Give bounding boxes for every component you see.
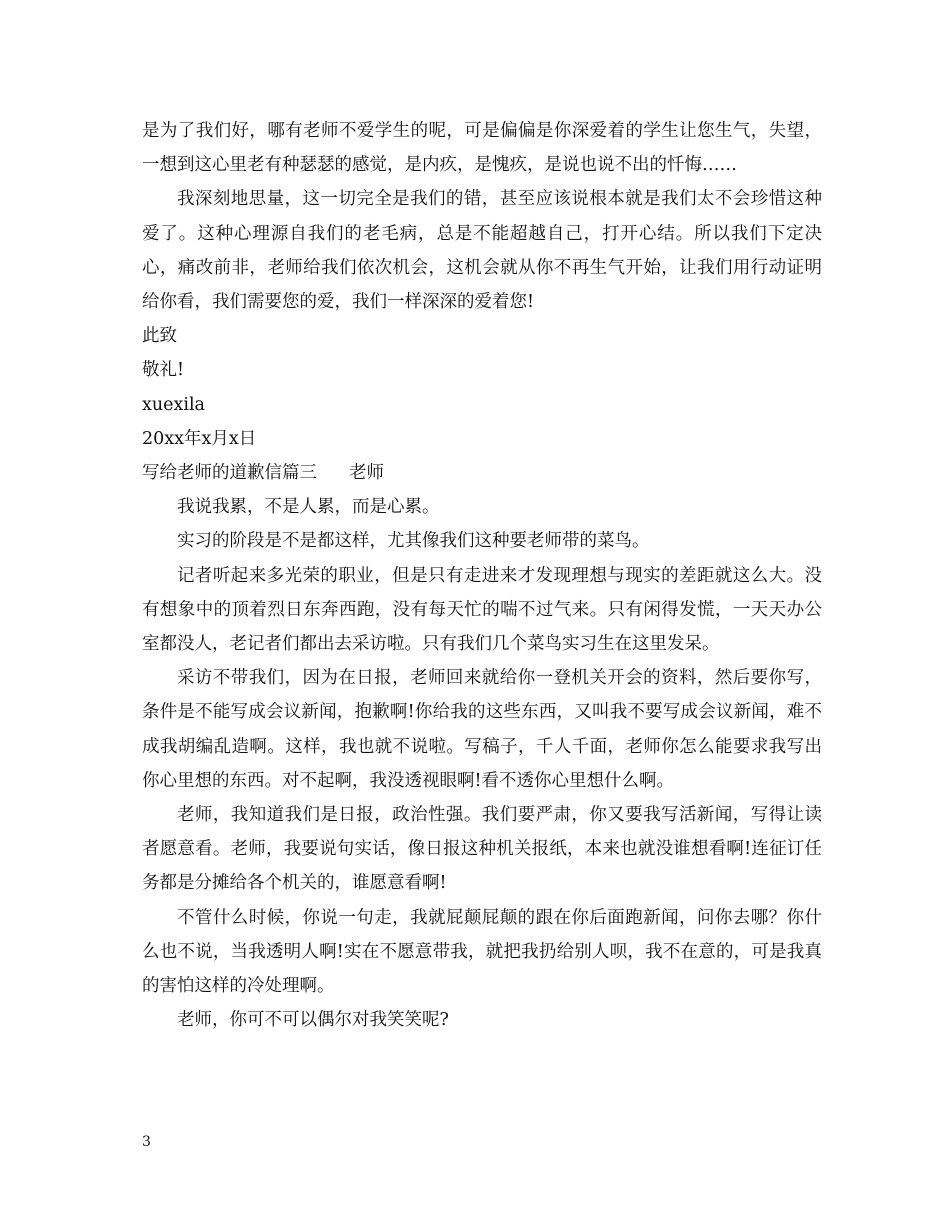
paragraph: 老师，我知道我们是日报，政治性强。我们要严肃，你又要我写活新闻，写得让读者愿意看。老师，我要说句实话，像日报这种机关报纸，本来也就没谁想看啊!连征订任务都是分摊给各个机关的，谁愿意看啊!	[142, 805, 822, 894]
paragraph: 我说我累，不是人累，而是心累。	[177, 497, 440, 518]
paragraph: 老师，你可不可以偶尔对我笑笑呢?	[177, 1010, 449, 1031]
section-title: 写给老师的道歉信篇三	[142, 463, 317, 484]
salutation: 老师	[349, 463, 384, 484]
document-body	[142, 114, 822, 1037]
paragraph: 采访不带我们，因为在日报，老师回来就给你一登机关开会的资料，然后要你写，条件是不能写成会议新闻，抱歉啊!你给我的这些东西，又叫我不要写成会议新闻，难不成我胡编乱造啊。这样，我也就不说啦。写稿子，千人千面，老师你怎么能要求我写出你心里想的东西。对不起啊，我没透视眼啊!看不透你心里想什么啊。	[142, 668, 822, 791]
paragraph: 不管什么时候，你说一句走，我就屁颠屁颠的跟在你后面跑新闻，问你去哪？你什么也不说，当我透明人啊!实在不愿意带我，就把我扔给别人呗，我不在意的，可是我真的害怕这样的冷处理啊。	[142, 907, 822, 997]
closing-line-2: 敬礼!	[142, 360, 185, 381]
paragraph: 我深刻地思量，这一切完全是我们的错，甚至应该说根本就是我们太不会珍惜这种爱了。这种心理源自我们的老毛病，总是不能超越自己，打开心结。所以我们下定决心，痛改前非，老师给我们依次机会，这机会就从你不再生气开始，让我们用行动证明给你看，我们需要您的爱，我们一样深深的爱着您!	[142, 189, 822, 313]
signature: xuexila	[142, 394, 205, 415]
paragraph-continuation: 是为了我们好，哪有老师不爱学生的呢，可是偏偏是你深爱着的学生让您生气，失望，一想到这心里老有种瑟瑟的感觉，是内疚，是愧疚，是说也说不出的忏悔……	[142, 121, 822, 176]
closing-line-1: 此致	[142, 326, 177, 347]
date: 20xx年x月x日	[142, 428, 257, 449]
section-heading	[142, 456, 822, 490]
page-number: 3	[142, 1134, 151, 1150]
paragraph: 实习的阶段是不是都这样，尤其像我们这种要老师带的菜鸟。	[177, 531, 650, 552]
paragraph: 记者听起来多光荣的职业，但是只有走进来才发现理想与现实的差距就这么大。没有想象中的顶着烈日东奔西跑，没有每天忙的喘不过气来。只有闲得发慌，一天天办公室都没人，老记者们都出去采访啦。只有我们几个菜鸟实习生在这里发呆。	[142, 565, 822, 655]
